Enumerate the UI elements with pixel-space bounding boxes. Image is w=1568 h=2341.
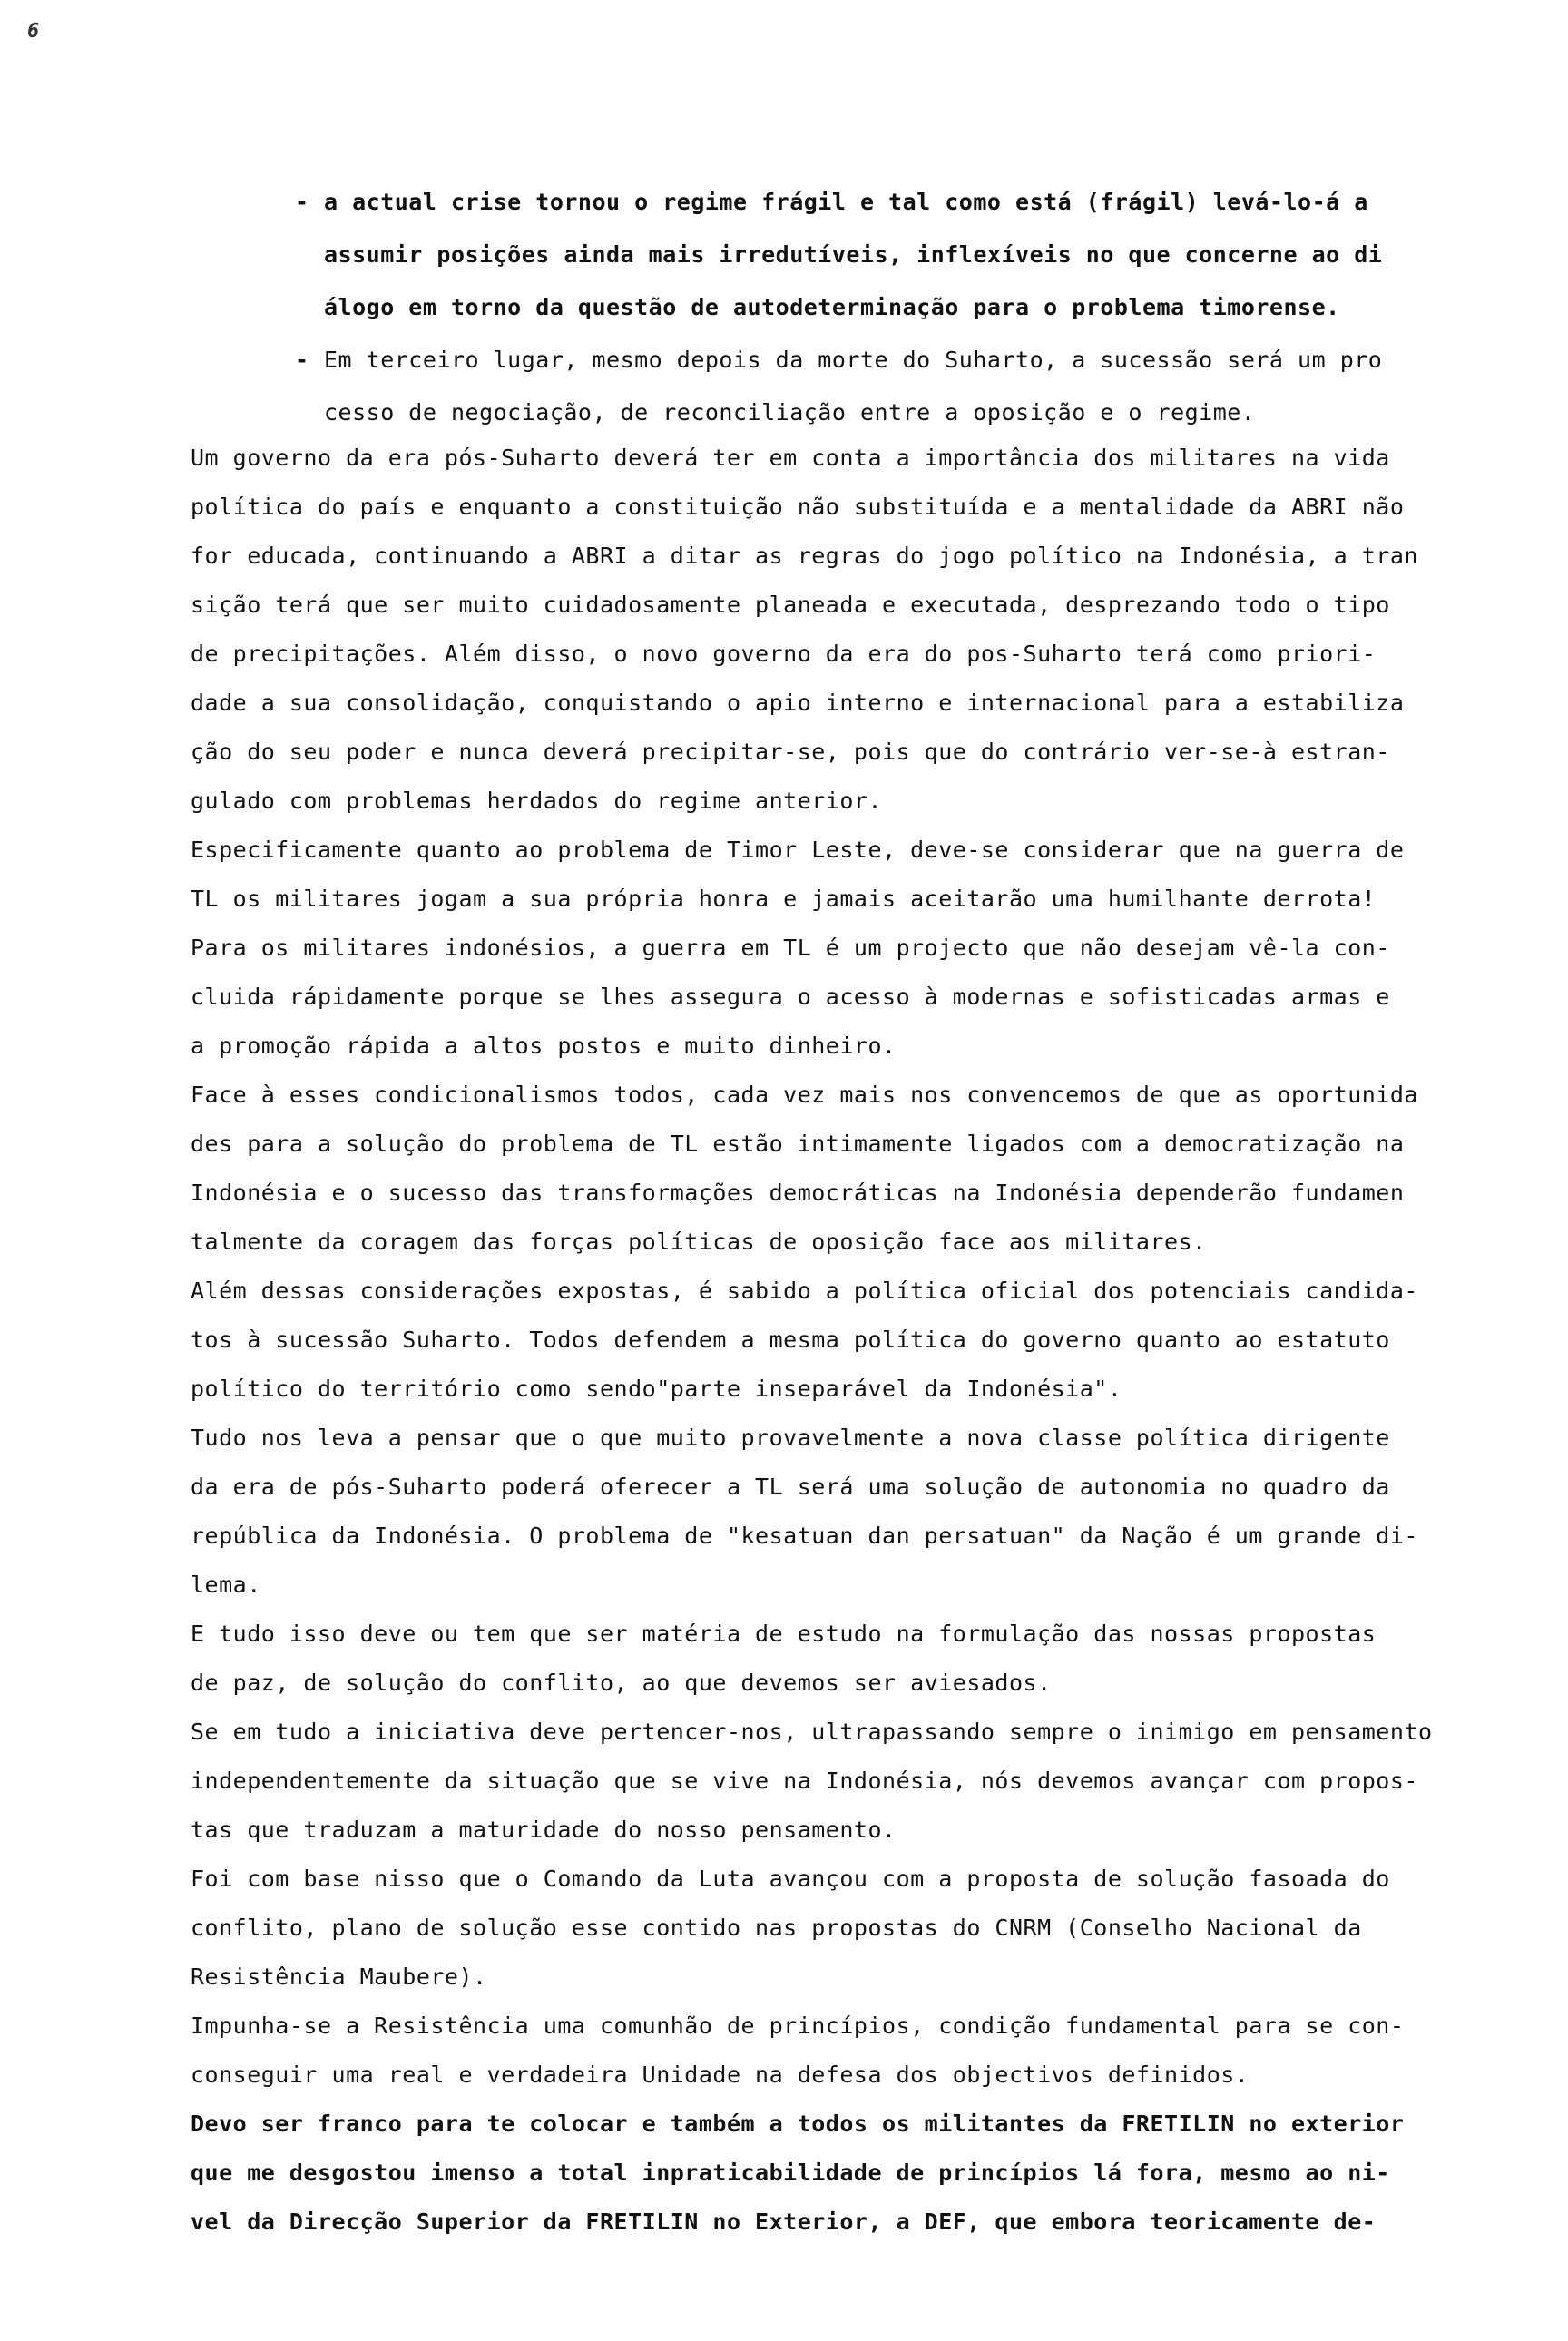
text-line: Devo ser franco para te colocar e também a todos os militantes da FRETILIN no exterior (191, 2111, 1405, 2137)
bullet-line: cesso de negociação, de reconciliação entre a oposição e o regime. (324, 399, 1256, 426)
text-line: TL os militares jogam a sua própria honra e jamais aceitarão uma humilhante derrota! (191, 886, 1377, 912)
bullet-line: a actual crise tornou o regime frágil e tal como está (frágil) levá-lo-á a (324, 189, 1368, 215)
text-line: Além dessas considerações expostas, é sabido a política oficial dos potenciais candida- (191, 1278, 1418, 1304)
text-line: Impunha-se a Resistência uma comunhão de princípios, condição fundamental para se con- (191, 2013, 1405, 2039)
bullet-dash: - (295, 347, 309, 373)
text-line: república da Indonésia. O problema de "kesatuan dan persatuan" da Nação é um grande di- (191, 1523, 1418, 1549)
bullet-line: Em terceiro lugar, mesmo depois da morte do Suharto, a sucessão será um pro (324, 347, 1383, 373)
page-number: 6 (27, 20, 40, 43)
text-line: Foi com base nisso que o Comando da Luta avançou com a proposta de solução fasoada do (191, 1866, 1390, 1892)
text-line: Um governo da era pós-Suharto deverá ter em conta a importância dos militares na vida (191, 445, 1390, 471)
text-line: que me desgostou imenso a total inpraticabilidade de princípios lá fora, mesmo ao ni- (191, 2160, 1390, 2186)
text-line: lema. (191, 1572, 261, 1598)
bullet-line: álogo em torno da questão de autodeterminação para o problema timorense. (324, 294, 1340, 320)
text-line: Indonésia e o sucesso das transformações democráticas na Indonésia dependerão fundamen (191, 1180, 1405, 1206)
text-line: Face à esses condicionalismos todos, cada vez mais nos convencemos de que as oportunida (191, 1082, 1418, 1108)
text-line: Se em tudo a iniciativa deve pertencer-nos, ultrapassando sempre o inimigo em pensamento (191, 1719, 1433, 1745)
text-line: independentemente da situação que se vive na Indonésia, nós devemos avançar com propos- (191, 1768, 1418, 1794)
bullet-line: assumir posições ainda mais irredutíveis, inflexíveis no que concerne ao di (324, 241, 1383, 268)
text-line: cluida rápidamente porque se lhes assegura o acesso à modernas e sofisticadas armas e (191, 984, 1390, 1010)
text-line: Tudo nos leva a pensar que o que muito provavelmente a nova classe política dirigente (191, 1425, 1390, 1451)
text-line: conseguir uma real e verdadeira Unidade na defesa dos objectivos definidos. (191, 2062, 1250, 2088)
text-line: político do território como sendo"parte inseparável da Indonésia". (191, 1376, 1122, 1402)
text-line: gulado com problemas herdados do regime anterior. (191, 788, 883, 814)
text-line: for educada, continuando a ABRI a ditar as regras do jogo político na Indonésia, a tran (191, 543, 1418, 569)
text-line: a promoção rápida a altos postos e muito dinheiro. (191, 1033, 897, 1059)
text-line: tas que traduzam a maturidade do nosso pensamento. (191, 1817, 897, 1843)
text-line: da era de pós-Suharto poderá oferecer a TL será uma solução de autonomia no quadro da (191, 1474, 1390, 1500)
text-line: vel da Direcção Superior da FRETILIN no Exterior, a DEF, que embora teoricamente de- (191, 2209, 1377, 2235)
text-line: tos à sucessão Suharto. Todos defendem a mesma política do governo quanto ao estatuto (191, 1327, 1390, 1353)
text-line: de precipitações. Além disso, o novo governo da era do pos-Suharto terá como priori- (191, 641, 1377, 667)
text-line: Para os militares indonésios, a guerra em TL é um projecto que não desejam vê-la con- (191, 935, 1390, 961)
text-line: política do país e enquanto a constituição não substituída e a mentalidade da ABRI não (191, 494, 1405, 520)
text-line: E tudo isso deve ou tem que ser matéria de estudo na formulação das nossas propostas (191, 1621, 1377, 1647)
text-line: de paz, de solução do conflito, ao que devemos ser aviesados. (191, 1670, 1052, 1696)
text-line: Especificamente quanto ao problema de Timor Leste, deve-se considerar que na guerra de (191, 837, 1405, 863)
text-line: des para a solução do problema de TL estão intimamente ligados com a democratização na (191, 1131, 1405, 1157)
text-line: dade a sua consolidação, conquistando o apio interno e internacional para a estabiliza (191, 690, 1405, 716)
text-line: talmente da coragem das forças políticas de oposição face aos militares. (191, 1229, 1207, 1255)
text-line: conflito, plano de solução esse contido nas propostas do CNRM (Conselho Nacional da (191, 1915, 1362, 1941)
text-line: ção do seu poder e nunca deverá precipitar-se, pois que do contrário ver-se-à estran- (191, 739, 1390, 765)
text-line: Resistência Maubere). (191, 1964, 487, 1990)
bullet-dash: - (295, 189, 309, 215)
text-line: sição terá que ser muito cuidadosamente planeada e executada, desprezando todo o tipo (191, 592, 1390, 618)
